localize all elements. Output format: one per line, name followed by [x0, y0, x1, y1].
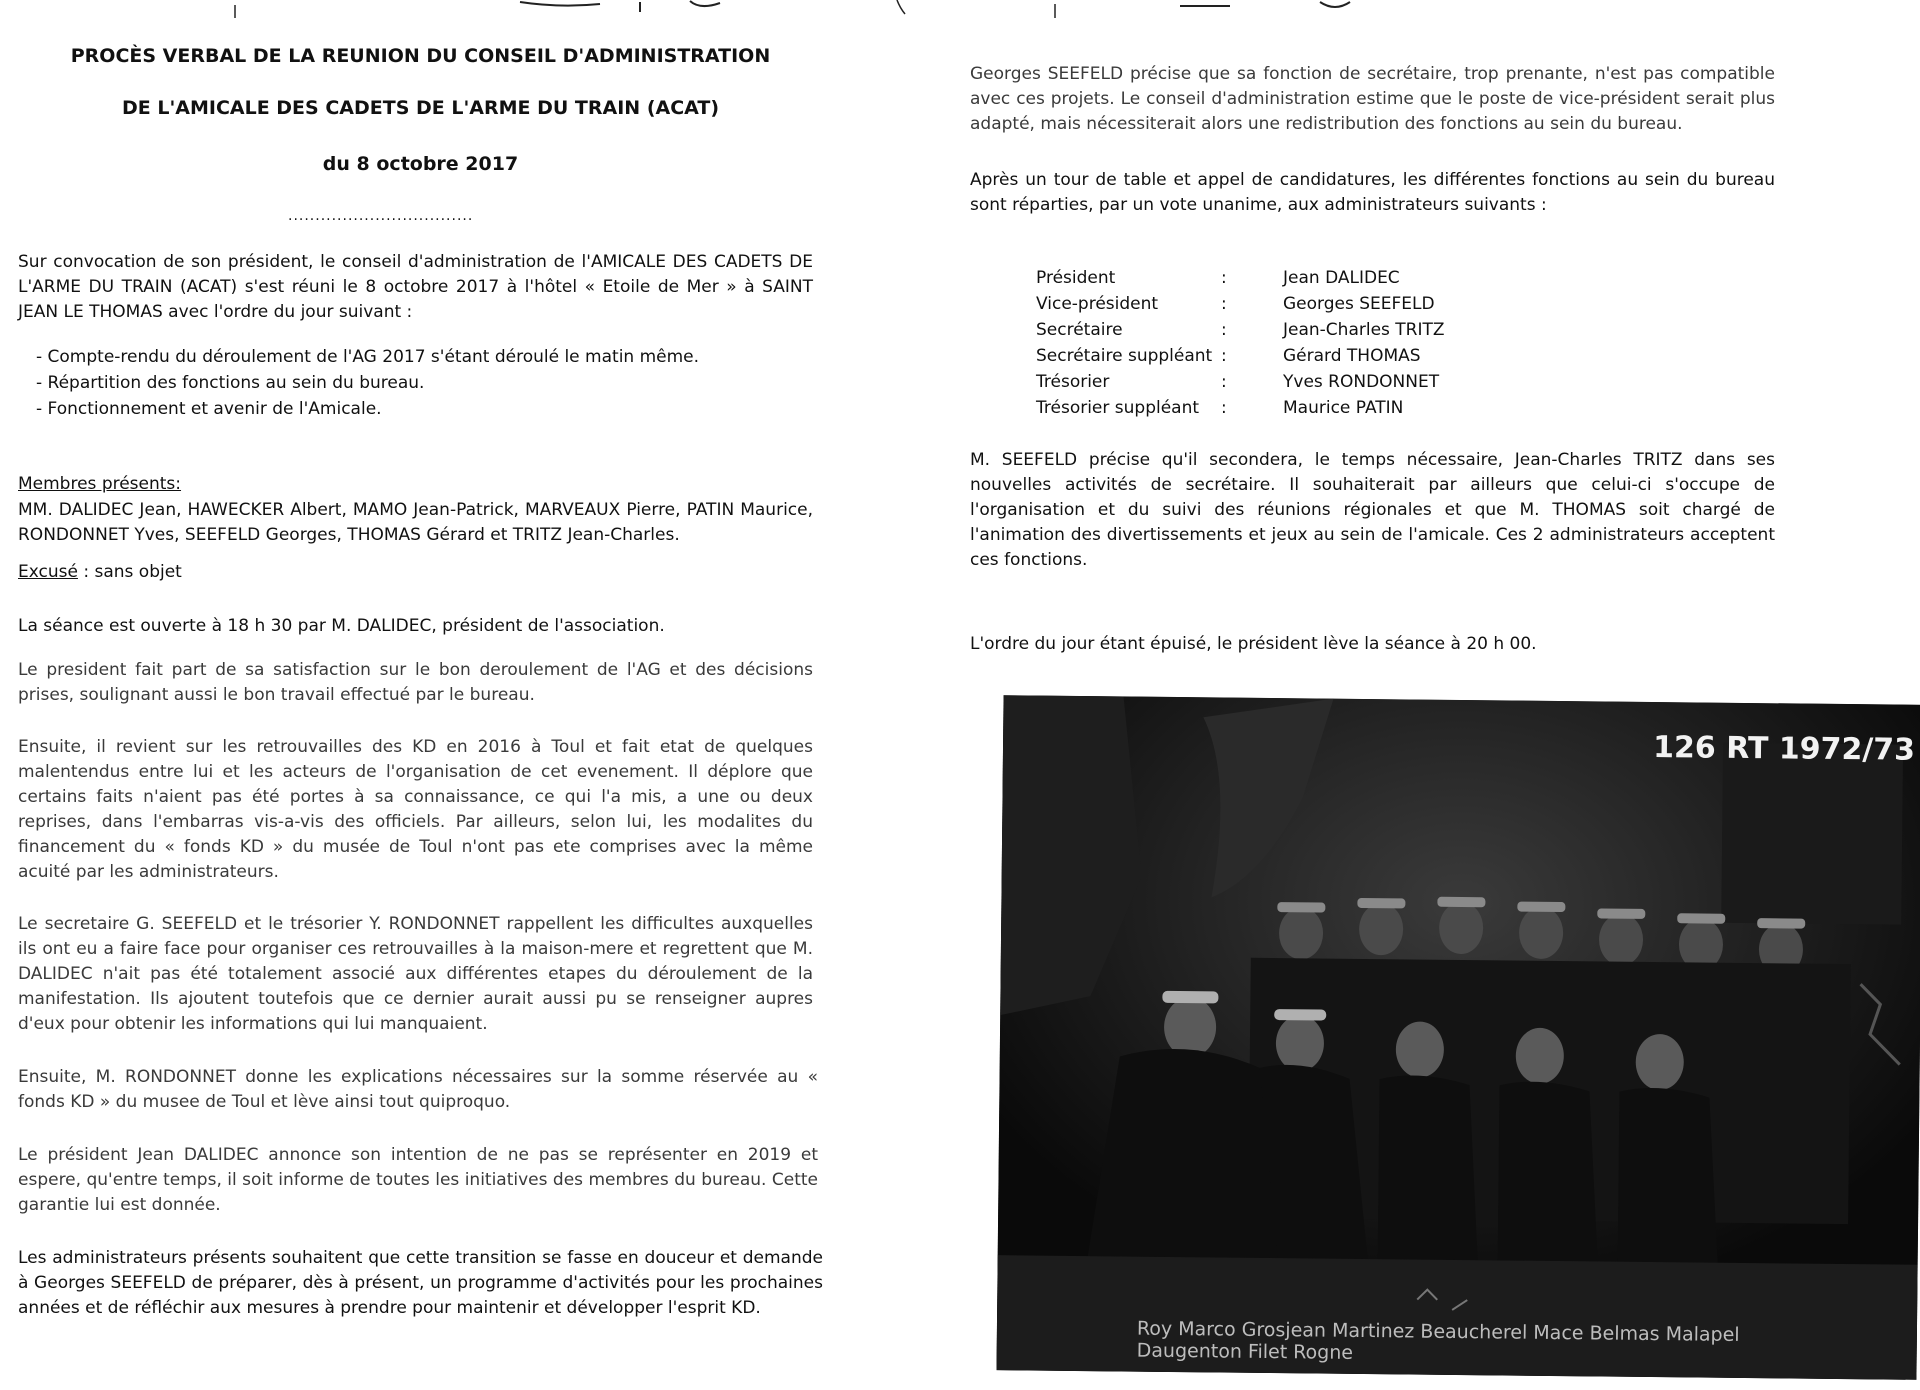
bureau-name: Georges SEEFELD [1283, 294, 1435, 314]
paragraph-secretaire: Le secretaire G. SEEFELD et le trésorier Y. RONDONNET rappellent les difficultes auxquelles ils ont eu a faire face pour organiser ces retrouvailles à la maison-mere et regrettent que M. DALIDEC n'ait pas été totalement associé aux différentes etapes du déroulement de la manifestation. Ils ajoutent toutefois que ce dernier aurait aussi pu se renseigner aupres d'eux pour obtenir les informations qui lui manquaient. [18, 914, 813, 1034]
agenda-item: - Compte-rendu du déroulement de l'AG 2017 s'étant déroulé le matin même. [36, 347, 700, 367]
excused-label: Excusé [18, 562, 78, 582]
members-heading-text: Membres présents: [18, 474, 182, 494]
bureau-separator: : [1221, 398, 1227, 418]
bureau-separator: : [1221, 320, 1227, 340]
paragraph-retrouvailles: Ensuite, il revient sur les retrouvailles des KD en 2016 à Toul et fait etat de quelques malentendus entre lui et les acteurs de l'organisation de cet evenement. Il déplore que certains faits n'aient pas été portes à sa connaissance, ce qui l'a mis, a une ou deux reprises, dans l'embarras vis-a-vis des officiels. Par ailleurs, selon lui, les modalites du financement du « fonds KD » du musée de Toul n'ont pas ete comprises avec la même acuité par les administrateurs. [18, 737, 813, 882]
photo-label: 126 RT 1972/73 [1652, 730, 1916, 768]
bureau-role: Secrétaire [1036, 320, 1123, 340]
bureau-name: Jean DALIDEC [1283, 268, 1400, 288]
title-separator: .................................. [288, 208, 474, 224]
paragraph-cloture: L'ordre du jour étant épuisé, le président lève la séance à 20 h 00. [970, 634, 1537, 654]
photo-caption-line1: Roy Marco Grosjean Martinez Beaucherel Mace Belmas Malapel [1136, 1317, 1740, 1346]
photo-scene [996, 695, 1920, 1380]
title-line1: PROCÈS VERBAL DE LA REUNION DU CONSEIL D'ADMINISTRATION [70, 45, 771, 67]
bureau-name: Gérard THOMAS [1283, 346, 1421, 366]
title-line2: DE L'AMICALE DES CADETS DE L'ARME DU TRAIN (ACAT) [121, 97, 720, 119]
photo-caption [1137, 1318, 1740, 1368]
table-row [1036, 346, 1445, 372]
paragraph-transition: Les administrateurs présents souhaitent que cette transition se fasse en douceur et demande à Georges SEEFELD de préparer, dès à présent, un programme d'activités pour les prochaines années et de réfléchir aux mesures à prendre pour maintenir et développer l'esprit KD. [18, 1248, 823, 1318]
table-row [1036, 320, 1445, 346]
bureau-role: Président [1036, 268, 1116, 288]
paragraph-rondonnet: Ensuite, M. RONDONNET donne les explications nécessaires sur la somme réservée au « fonds KD » du musee de Toul et lève ainsi tout quiproquo. [18, 1067, 818, 1112]
bureau-name: Maurice PATIN [1283, 398, 1404, 418]
handwriting-scribble [0, 0, 1920, 18]
bureau-name: Yves RONDONNET [1283, 372, 1440, 392]
photo-caption-line2: Daugenton Filet Rogne [1136, 1339, 1354, 1364]
bureau-separator: : [1221, 268, 1227, 288]
intro-paragraph: Sur convocation de son président, le conseil d'administration de l'AMICALE DES CADETS DE L'ARME DU TRAIN (ACAT) s'est réuni le 8 octobre 2017 à l'hôtel « Etoile de Mer » à SAINT JEAN LE THOMAS avec l'ordre du jour suivant : [18, 252, 813, 322]
bureau-role: Trésorier [1036, 372, 1110, 392]
title-date: du 8 octobre 2017 [322, 153, 519, 175]
paragraph-seefeld: Georges SEEFELD précise que sa fonction de secrétaire, trop prenante, n'est pas compatible avec ces projets. Le conseil d'administration estime que le poste de vice-président serait plus adapté, mais nécessiterait alors une redistribution des fonctions au sein du bureau. [970, 64, 1775, 134]
bureau-separator: : [1221, 372, 1227, 392]
agenda-item: - Fonctionnement et avenir de l'Amicale. [36, 399, 382, 419]
paragraph-secondera: M. SEEFELD précise qu'il secondera, le temps nécessaire, Jean-Charles TRITZ dans ses nouvelles activités de secrétaire. Il souhaiterait par ailleurs que celui-ci s'occupe de l'organisation et du suivi des réunions régionales et que M. THOMAS soit chargé de l'animation des divertissements et jeux au sein de l'amicale. Ces 2 administrateurs acceptent ces fonctions. [970, 450, 1775, 570]
members-heading [18, 474, 181, 494]
excused-value: : sans objet [77, 562, 182, 582]
bureau-role: Secrétaire suppléant [1036, 346, 1213, 366]
paragraph-president: Le président Jean DALIDEC annonce son intention de ne pas se représenter en 2019 et espere, qu'entre temps, il soit informe de toutes les initiatives des membres du bureau. Cette garantie lui est donnée. [18, 1145, 818, 1215]
table-row [1036, 268, 1445, 294]
bureau-role: Vice-président [1036, 294, 1159, 314]
paragraph-satisfaction: Le president fait part de sa satisfaction sur le bon deroulement de l'AG et des décisions prises, soulignant aussi le bon travail effectué par le bureau. [18, 660, 813, 705]
agenda-item: - Répartition des fonctions au sein du bureau. [36, 373, 425, 393]
table-row [1036, 398, 1445, 424]
group-photo [996, 695, 1920, 1380]
excused-line [18, 562, 182, 582]
table-row [1036, 372, 1445, 398]
members-list: MM. DALIDEC Jean, HAWECKER Albert, MAMO Jean-Patrick, MARVEAUX Pierre, PATIN Maurice, RONDONNET Yves, SEEFELD Georges, THOMAS Gérard et TRITZ Jean-Charles. [18, 500, 813, 545]
bureau-name: Jean-Charles TRITZ [1283, 320, 1445, 340]
paragraph-candidatures: Après un tour de table et appel de candidatures, les différentes fonctions au sein du bureau sont réparties, par un vote unanime, aux administrateurs suivants : [970, 170, 1775, 215]
bureau-separator: : [1221, 294, 1227, 314]
bureau-role: Trésorier suppléant [1036, 398, 1200, 418]
agenda-list [18, 345, 699, 422]
paragraph-opening: La séance est ouverte à 18 h 30 par M. DALIDEC, président de l'association. [18, 616, 665, 636]
bureau-separator: : [1221, 346, 1227, 366]
bureau-table [1036, 268, 1445, 424]
table-row [1036, 294, 1445, 320]
